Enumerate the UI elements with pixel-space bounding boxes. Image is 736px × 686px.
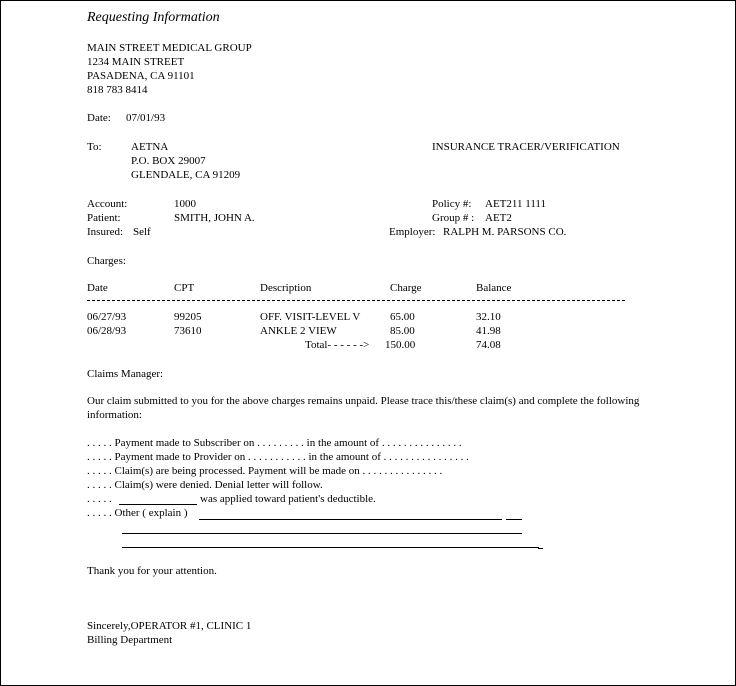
checklist-item-deductible-text: was applied toward patient's deductible. — [200, 493, 376, 505]
total-label: Total- - - - - -> — [305, 339, 370, 351]
checklist-item-provider: . . . . . Payment made to Provider on . . . . . . . . . . . in the amount of . . . . . . . . . . . . . . . . — [87, 451, 469, 463]
other-explain-line-3-tail — [538, 548, 543, 549]
account-value: 1000 — [174, 198, 196, 210]
row-1-date: 06/27/93 — [87, 311, 127, 323]
column-header-charge: Charge — [390, 282, 422, 294]
deductible-blank-line — [119, 504, 197, 505]
row-2-charge: 85.00 — [390, 325, 415, 337]
other-explain-line-1 — [199, 519, 502, 520]
salutation: Claims Manager: — [87, 368, 164, 380]
row-2-description: ANKLE 2 VIEW — [260, 325, 337, 337]
row-1-cpt: 99205 — [174, 311, 202, 323]
other-explain-line-1-tail — [506, 519, 522, 520]
total-charge: 150.00 — [385, 339, 416, 351]
policy-value: AET211 1111 — [485, 198, 546, 210]
group-label: Group # : — [432, 212, 475, 224]
date-value: 07/01/93 — [126, 112, 166, 124]
row-2-date: 06/28/93 — [87, 325, 127, 337]
row-1-description: OFF. VISIT-LEVEL V — [260, 311, 361, 323]
column-header-cpt: CPT — [174, 282, 195, 294]
sender-phone: 818 783 8414 — [87, 84, 148, 96]
sender-name: MAIN STREET MEDICAL GROUP — [87, 42, 252, 54]
total-balance: 74.08 — [476, 339, 501, 351]
date-label: Date: — [87, 112, 111, 124]
row-2-balance: 41.98 — [476, 325, 501, 337]
recipient-box: P.O. BOX 29007 — [131, 155, 206, 167]
other-explain-line-3 — [122, 547, 539, 548]
insured-label: Insured: — [87, 226, 124, 238]
insured-value: Self — [133, 226, 151, 238]
row-1-charge: 65.00 — [390, 311, 415, 323]
charges-label: Charges: — [87, 255, 126, 267]
row-2-cpt: 73610 — [174, 325, 202, 337]
body-paragraph: Our claim submitted to you for the above charges remains unpaid. Please trace this/these claim(s) and complete the following information: — [87, 395, 640, 421]
recipient-label: To: — [87, 141, 102, 153]
row-1-balance: 32.10 — [476, 311, 501, 323]
closing-text: Thank you for your attention. — [87, 565, 217, 577]
table-divider — [87, 300, 625, 301]
sender-street: 1234 MAIN STREET — [87, 56, 185, 68]
column-header-date: Date — [87, 282, 108, 294]
checklist-item-subscriber: . . . . . Payment made to Subscriber on . . . . . . . . . in the amount of . . . . . . . . . . . . . . . — [87, 437, 462, 449]
signature: Sincerely,OPERATOR #1, CLINIC 1 — [87, 620, 252, 632]
group-value: AET2 — [485, 212, 512, 224]
checklist-item-deductible-dots: . . . . . — [87, 493, 112, 505]
account-label: Account: — [87, 198, 128, 210]
checklist-item-processing: . . . . . Claim(s) are being processed. Payment will be made on . . . . . . . . . . . . . . . — [87, 465, 443, 477]
patient-label: Patient: — [87, 212, 121, 224]
sender-city: PASADENA, CA 91101 — [87, 70, 195, 82]
document-type: INSURANCE TRACER/VERIFICATION — [432, 141, 620, 153]
policy-label: Policy #: — [432, 198, 472, 210]
other-explain-line-2 — [122, 533, 522, 534]
department: Billing Department — [87, 634, 173, 646]
checklist-item-denied: . . . . . Claim(s) were denied. Denial letter will follow. — [87, 479, 323, 491]
recipient-name: AETNA — [131, 141, 169, 153]
employer-value: RALPH M. PARSONS CO. — [443, 226, 567, 238]
document-title: Requesting Information — [87, 10, 220, 25]
column-header-balance: Balance — [476, 282, 512, 294]
checklist-item-other: . . . . . Other ( explain ) — [87, 507, 188, 519]
column-header-description: Description — [260, 282, 312, 294]
employer-label: Employer: — [389, 226, 436, 238]
recipient-city: GLENDALE, CA 91209 — [131, 169, 241, 181]
patient-value: SMITH, JOHN A. — [174, 212, 255, 224]
